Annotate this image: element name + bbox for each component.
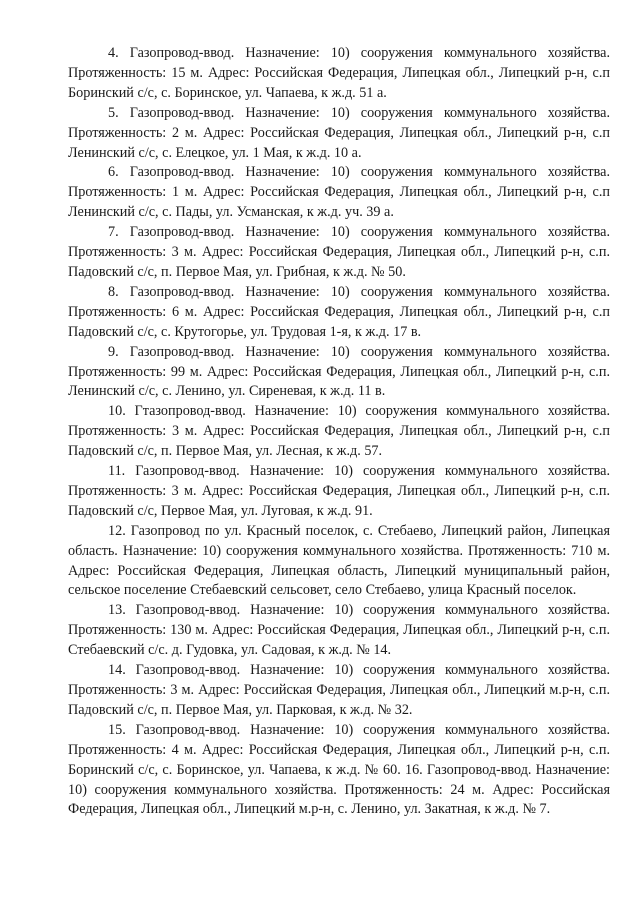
- item-8-paragraph: 8. Газопровод-ввод. Назначение: 10) сооружения коммунального хозяйства. Протяженность: 6 м. Адрес: Российская Федерация, Липецкая обл., Липецкий р-н, с.п Падовский с/с, с. Крутогорье, ул. Трудовая 1-я, к ж.д. 17 в.: [68, 283, 610, 340]
- item-11-paragraph: 11. Газопровод-ввод. Назначение: 10) сооружения коммунального хозяйства. Протяженность: 3 м. Адрес: Российская Федерация, Липецкая обл., Липецкий р-н, с.п. Падовский с/с, Первое Мая, ул. Луговая, к ж.д. 91.: [68, 463, 610, 519]
- item-12-paragraph: 12. Газопровод по ул. Красный поселок, с. Стебаево, Липецкий район, Липецкая область. Назначение: 10) сооружения коммунального хозяйства. Протяженность: 710 м. Адрес: Российская Федерация, Липецкая область, Липецкий муниципальный район, сельское поселение Стебаевский сельсовет, село Стебаево, улица Красный поселок.: [68, 522, 610, 599]
- item-14-paragraph: 14. Газопровод-ввод. Назначение: 10) сооружения коммунального хозяйства. Протяженность: 3 м. Адрес: Российская Федерация, Липецкая обл., Липецкий м.р-н, с.п. Падовский с/с, п. Первое Мая, ул. Парковая, к ж.д. № 32.: [68, 662, 610, 718]
- item-15-16-paragraph: 15. Газопровод-ввод. Назначение: 10) сооружения коммунального хозяйства. Протяженность: 4 м. Адрес: Российская Федерация, Липецкая обл., Липецкий р-н, с.п. Боринский с/с, с. Боринское, ул. Чапаева, к ж.д. № 60. 16. Газопровод-ввод. Назначение: 10) сооружения коммунального хозяйства. Протяженность: 24 м. Адрес: Российская Федерация, Липецкая обл., Липецкий м.р-н, с. Ленино, ул. Закатная, к ж.д. № 7.: [68, 721, 610, 818]
- item-7-paragraph: 7. Газопровод-ввод. Назначение: 10) сооружения коммунального хозяйства. Протяженность: 3 м. Адрес: Российская Федерация, Липецкая обл., Липецкий р-н, с.п. Падовский с/с, п. Первое Мая, ул. Грибная, к ж.д. № 50.: [68, 224, 610, 280]
- document-body: [68, 44, 610, 820]
- item-9-paragraph: 9. Газопровод-ввод. Назначение: 10) сооружения коммунального хозяйства. Протяженность: 99 м. Адрес: Российская Федерация, Липецкая обл., Липецкий р-н, с.п. Ленинский с/с, с. Ленино, ул. Сиреневая, к ж.д. 11 в.: [68, 343, 610, 400]
- item-6-paragraph: 6. Газопровод-ввод. Назначение: 10) сооружения коммунального хозяйства. Протяженность: 1 м. Адрес: Российская Федерация, Липецкая обл., Липецкий р-н, с.п Ленинский с/с, с. Пады, ул. Усманская, к ж.д. уч. 39 а.: [68, 164, 610, 221]
- item-5-paragraph: 5. Газопровод-ввод. Назначение: 10) сооружения коммунального хозяйства. Протяженность: 2 м. Адрес: Российская Федерация, Липецкая обл., Липецкий р-н, с.п Ленинский с/с, с. Елецкое, ул. 1 Мая, к ж.д. 10 а.: [68, 104, 610, 161]
- item-10-paragraph: 10. Гтазопровод-ввод. Назначение: 10) сооружения коммунального хозяйства. Протяженность: 3 м. Адрес: Российская Федерация, Липецкая обл., Липецкий р-н, с.п Падовский с/с, п. Первое Мая, ул. Лесная, к ж.д. 57.: [68, 403, 610, 460]
- item-13-paragraph: 13. Газопровод-ввод. Назначение: 10) сооружения коммунального хозяйства. Протяженность: 130 м. Адрес: Российская Федерация, Липецкая обл., Липецкий р-н, с.п. Стебаевский с/с. д. Гудовка, ул. Садовая, к ж.д. № 14.: [68, 602, 610, 659]
- item-4-paragraph: 4. Газопровод-ввод. Назначение: 10) сооружения коммунального хозяйства. Протяженность: 15 м. Адрес: Российская Федерация, Липецкая обл., Липецкий р-н, с.п Боринский с/с, с. Боринское, ул. Чапаева, к ж.д. 51 а.: [68, 45, 610, 101]
